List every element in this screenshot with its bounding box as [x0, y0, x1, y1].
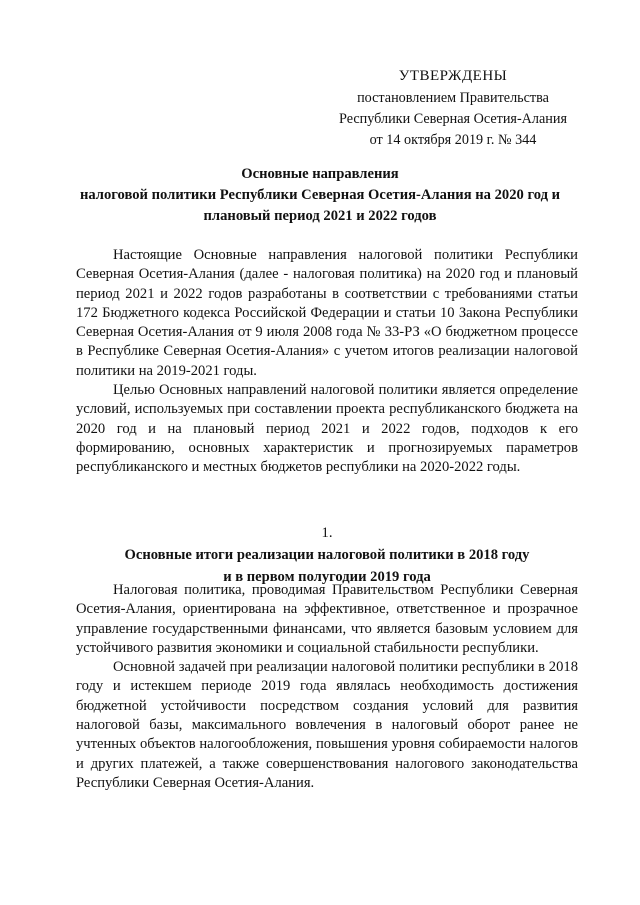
- approval-line-1: постановлением Правительства: [357, 90, 549, 106]
- section-1-heading-line-2: и в первом полугодии 2019 года: [223, 569, 431, 585]
- section-1-heading: [76, 522, 578, 588]
- section-1-heading-text-1: Основные итоги реализации налоговой политики в 2018 году: [124, 547, 530, 563]
- document-title-line-2: налоговой политики Республики Северная Осетия-Алания на 2020 год и: [79, 187, 561, 203]
- approval-stamp: [330, 66, 576, 151]
- intro-paragraph-2: Целью Основных направлений налоговой политики является определение условий, используемых при составлении проекта республиканского бюджета на 2020 год и на плановый период 2021 и 2022 годов, подходов к его формированию, основных характеристик и прогнозируемых параметров республиканского и местных бюджетов республики на 2020-2022 годы.: [76, 382, 578, 476]
- intro-section: [76, 246, 578, 478]
- document-title: [62, 164, 578, 227]
- document-title-line-1: Основные направления: [241, 166, 399, 182]
- approval-line-2: Республики Северная Осетия-Алания: [338, 111, 567, 127]
- section-1-number: 1.: [321, 525, 333, 541]
- approval-title: УТВЕРЖДЕНЫ: [398, 68, 508, 84]
- section-1-paragraph-2: Основной задачей при реализации налоговой политики республики в 2018 году и истекшем периоде 2019 года являлась необходимость достижения бюджетной устойчивости посредством создания условий для развития налоговой базы, максимального вовлечения в налоговый оборот ранее не учтенных объектов налогообложения, повышения уровня собираемости налогов и других платежей, а также совершенствования налогового законодательства Республики Северная Осетия-Алания.: [76, 659, 578, 791]
- section-1-paragraph-1: Налоговая политика, проводимая Правительством Республики Северная Осетия-Алания, ориентирована на эффективное, ответственное и прозрачное управление государственными финансами, что является базовым условием для устойчивого развития экономики и социальной стабильности республики.: [76, 582, 578, 656]
- intro-paragraph-1: Настоящие Основные направления налоговой политики Республики Северная Осетия-Алания (далее - налоговая политика) на 2020 год и плановый период 2021 и 2022 годов разработаны в соответствии с требованиями статьи 172 Бюджетного кодекса Российской Федерации и статьи 10 Закона Республики Северная Осетия-Алания от 9 июля 2008 года № 33-РЗ «О бюджетном процессе в Республике Северная Осетия-Алания» с учетом итогов реализации налоговой политики на 2019-2021 годы.: [76, 247, 578, 379]
- section-1-heading-line-1: [76, 522, 578, 566]
- document-title-line-3: плановый период 2021 и 2022 годов: [203, 208, 437, 224]
- approval-line-3: от 14 октября 2019 г. № 344: [369, 132, 537, 148]
- section-1-body: [76, 581, 578, 793]
